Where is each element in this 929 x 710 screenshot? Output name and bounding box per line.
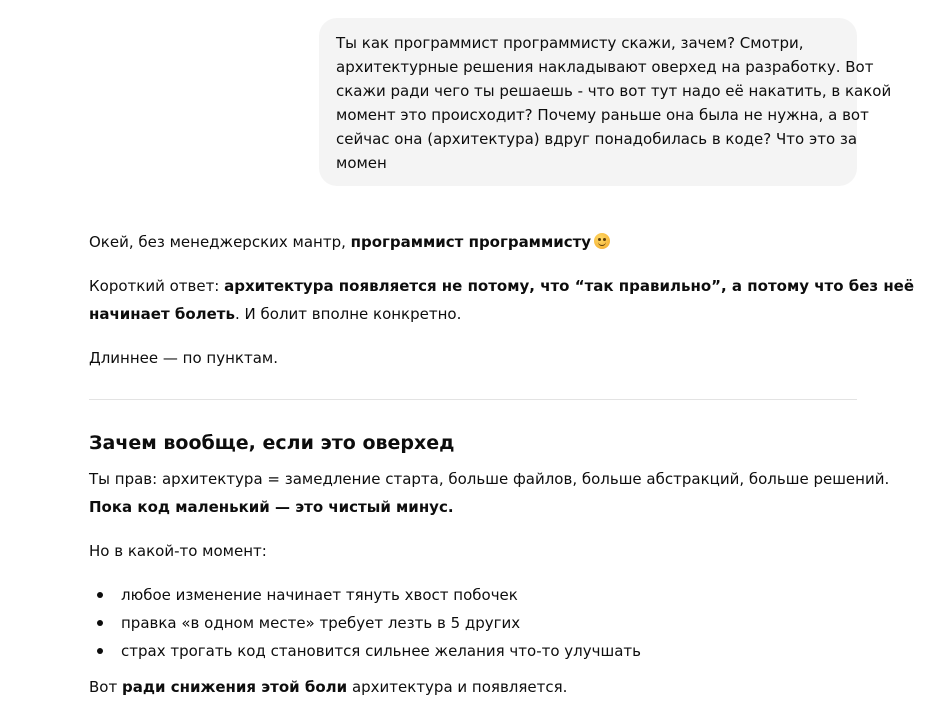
section-divider	[89, 399, 857, 400]
user-message-line: сейчас она (архитектура) вдруг понадобилась в коде? Что это за	[336, 130, 858, 148]
short-answer-prefix: Короткий ответ:	[89, 277, 225, 295]
list-item-text: страх трогать код становится сильнее желания что-то улучшать	[121, 642, 641, 660]
conclusion-suffix: архитектура и появляется.	[347, 678, 568, 696]
assistant-paragraph-minus	[89, 493, 454, 521]
intro-text: Окей, без менеджерских мантр,	[89, 233, 351, 251]
user-message-line: скажи ради чего ты решаешь - что вот тут надо её накатить, в какой	[336, 82, 892, 100]
short-answer-suffix: . И болит вполне конкретно.	[235, 305, 462, 323]
user-message-line: архитектурные решения накладывают оверхед на разработку. Вот	[336, 58, 874, 76]
bullet-dot-icon	[97, 648, 103, 654]
short-answer-bold-2: начинает болеть	[89, 305, 235, 323]
assistant-paragraph-you-right: Ты прав: архитектура = замедление старта, больше файлов, больше абстракций, больше решений.	[89, 470, 890, 488]
assistant-paragraph-conclusion	[89, 673, 567, 701]
list-item-text: правка «в одном месте» требует лезть в 5 других	[121, 614, 521, 632]
list-item-text: любое изменение начинает тянуть хвост побочек	[121, 586, 518, 604]
user-message-bubble	[319, 18, 892, 186]
section-heading: Зачем вообще, если это оверхед	[89, 432, 455, 454]
user-message-line: Ты как программист программисту скажи, зачем? Смотри,	[336, 34, 804, 52]
conclusion-bold: ради снижения этой боли	[121, 678, 348, 696]
user-message-line: момен	[336, 154, 387, 172]
bullet-dot-icon	[97, 620, 103, 626]
assistant-paragraph-short-answer-cont	[89, 300, 461, 328]
assistant-paragraph-intro	[89, 228, 610, 256]
user-message-line: момент это происходит? Почему раньше она была не нужна, а вот	[336, 106, 869, 124]
assistant-paragraph-short-answer	[89, 272, 914, 300]
grinning-face-emoji-icon	[594, 233, 610, 249]
conclusion-prefix: Вот	[89, 678, 122, 696]
bullet-dot-icon	[97, 592, 103, 598]
assistant-paragraph-longer: Длиннее — по пунктам.	[89, 349, 278, 367]
assistant-paragraph-moment: Но в какой-то момент:	[89, 542, 267, 560]
minus-bold: Пока код маленький — это чистый минус.	[89, 498, 454, 516]
intro-bold: программист программисту	[350, 233, 592, 251]
short-answer-bold-1: архитектура появляется не потому, что “так правильно”, а потому что без неё	[224, 277, 915, 295]
